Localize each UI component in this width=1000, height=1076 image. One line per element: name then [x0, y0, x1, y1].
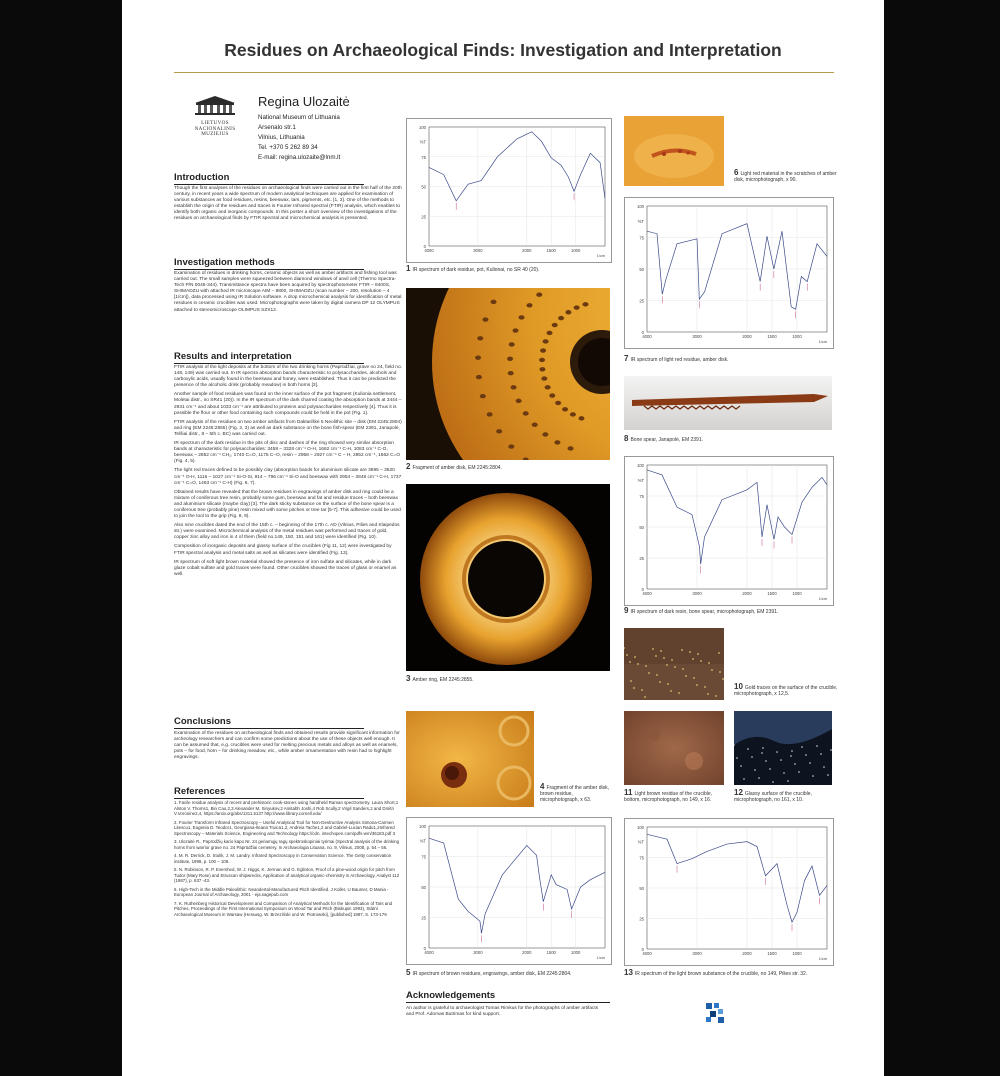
glass-speck [743, 778, 745, 780]
x-tick-label: 2000 [742, 334, 752, 339]
figure-7-caption [624, 356, 834, 363]
x-tick-label: 2000 [742, 951, 752, 956]
disk-pit [513, 328, 519, 332]
glass-speck [794, 763, 796, 765]
glass-speck [780, 759, 782, 761]
figure-caption-text: Fragment of the amber disk, brown residue, microphotograph, x 63. [540, 785, 609, 804]
figure-10-caption [734, 684, 846, 697]
glass-speck [769, 768, 771, 770]
disk-pit [552, 323, 558, 327]
disk-pit [516, 399, 522, 403]
glass-speck [787, 780, 789, 782]
disk-pit [509, 342, 515, 346]
gold-speck [666, 664, 668, 666]
disk-pit [507, 357, 513, 361]
x-tick-label: 2000 [522, 950, 532, 955]
reference-item: 6. High-Tech in the Middle Paleolithic: Neandertal-Manufactured Pitch Identified. J Koller, U Baumer, D Mania - European Journal of Archaeology, 2001 - ejа.sagepub.com [174, 886, 389, 897]
reference-item: 4. M. R. Derrick, D. Stulik, J. M. Landry. Infrared Spectroscopy in Conservation Science. The Getty conservation institute, 1999, p. 100 – 108. [174, 853, 392, 864]
disk-pit [545, 385, 551, 389]
y-tick-label: 0 [641, 330, 644, 335]
figure-caption-text: Light brown residue of the crucible, bottom, microphotograph, no 149, x 16. [624, 791, 713, 804]
disk-pit [476, 375, 482, 379]
gold-speck [667, 683, 669, 685]
amber-ring-photo [406, 484, 610, 671]
disk-pit [536, 293, 542, 297]
x-tick-label: 4000 [642, 334, 652, 339]
spectrum-chart [407, 818, 611, 964]
y-tick-label: %T [419, 139, 426, 145]
acknowledgements-text: An author is grateful to archaeologist Tomas Rimkus for the photographs of amber artifacts and Prof. Adomas Butrimas for kind support. [406, 1006, 599, 1018]
disk-pit [532, 423, 538, 427]
y-tick-label: 50 [639, 886, 644, 891]
x-tick-label: 4000 [424, 950, 434, 955]
museum-logo-text [190, 121, 240, 138]
disk-pit [477, 336, 483, 340]
figure-11-crucible-residue-photo [624, 711, 724, 785]
figure-2-amber-disk-photo [406, 288, 610, 460]
gold-speck [648, 672, 650, 674]
author-name: Regina Ulozaitė [258, 94, 350, 109]
bone-spear-photo [624, 376, 832, 430]
glass-speck [736, 757, 738, 759]
logo-line: MUZIEJUS [201, 131, 229, 138]
x-axis-unit: 1/cm [596, 254, 605, 258]
intro-text [174, 186, 402, 226]
figure-caption-text: IR spectrum of dark resin, bone spear, microphotograph, EM 2391. [630, 609, 779, 615]
glass-speck [798, 771, 800, 773]
x-axis-unit: 1/cm [818, 340, 827, 344]
disk-pit [527, 303, 533, 307]
glass-speck [823, 766, 825, 768]
glass-speck [765, 760, 767, 762]
figure-number: 9 [624, 606, 629, 615]
gold-speck [692, 658, 694, 660]
y-tick-label: %T [637, 477, 644, 483]
disk-pit [555, 401, 561, 405]
disk-pit [508, 371, 514, 375]
results-paragraph: The light red traces defined to be possibly clay (absorption bands for aluminium silicate are 3695 – 3620 cm⁻¹ O-H, 1116 – 1027 cm⁻¹ Si-O-Si, 914 – 796 cm⁻¹ Si-O and beeswax with 2954 – 2848 cm⁻¹ C-H, 1737 cm⁻¹ C=O, 1463 cm⁻¹ C-H) (Fig. 6, 7). [174, 468, 402, 486]
disk-pit [508, 444, 514, 448]
gold-speck [685, 675, 687, 677]
glass-speck [812, 775, 814, 777]
figure-8-bone-spear-photo [624, 376, 832, 430]
x-tick-label: 3000 [692, 591, 702, 596]
gold-speck [652, 648, 654, 650]
y-tick-label: 75 [639, 235, 644, 241]
disk-pit [578, 416, 584, 420]
figure-caption-text: Amber ring, EM 2245:2855. [412, 677, 474, 683]
y-tick-label: 100 [637, 204, 644, 209]
glass-speck [751, 756, 753, 758]
x-tick-label: 3000 [473, 950, 483, 955]
figure-number: 1 [406, 264, 411, 273]
intro-heading: Introduction [174, 172, 364, 185]
gold-speck [655, 655, 657, 657]
spectrum-line [647, 834, 827, 922]
glass-speck [816, 745, 818, 747]
disk-pit [565, 310, 571, 314]
results-paragraph: IR spectrum of soft light brown material showed the presence of iron sulfate and silicates, while in dark glaze cobalt sulfate and gold traces were found. Other crucibles showed the traces of glass or enamel as well. [174, 559, 397, 577]
figure-caption-text: Fragment of amber disk, EM 2245:2804. [412, 465, 502, 471]
figure-number: 11 [624, 788, 633, 797]
museum-logo [190, 94, 240, 138]
spectrum-line [647, 470, 827, 564]
disk-pit [570, 412, 576, 416]
references-heading: References [174, 786, 364, 799]
figure-1-caption [406, 266, 616, 273]
spectrum-chart [407, 119, 611, 262]
figure-caption-text: Bone spear, Janapolė, EM 2391. [630, 437, 704, 443]
intro-paragraph: Though the first analyses of the residues on archaeological finds were carried out in the first half of the 20th century, in recent years a wide spectrum of modern analytical techniques are applied for examination of various substances as food residues, resins, beeswax, tars, pigments, etc. [1, 2]. One of the methods to establish the origin of the residues and traces is Fourier Infrared spectral (FTIR) analysis, which enables to identify both organic and inorganic compounds. In this poster a short overview of the investigations of the residues on archaeological finds by FTIR spectral and microchemical analysis is presented. [174, 186, 402, 222]
y-tick-label: 0 [641, 587, 644, 592]
y-tick-label: 50 [421, 184, 426, 190]
spectrum-chart [625, 819, 833, 965]
figure-caption-text: IR spectrum of brown residues, engravings, amber disk, EM 2245:2804. [412, 971, 572, 977]
figure-8-caption [624, 436, 824, 443]
author-phone: Tel. +370 5 262 89 34 [258, 144, 318, 151]
disk-pit [491, 300, 497, 304]
gold-speck [719, 671, 721, 673]
microphotograph [734, 711, 832, 785]
figure-6-caption [734, 170, 844, 183]
figure-10-gold-traces-photo [624, 628, 724, 700]
figure-caption-text: Light red material in the scratches of amber disk, microphotograph, x 90. [734, 171, 837, 184]
disk-pit [511, 385, 517, 389]
glass-speck [772, 781, 774, 783]
spectrum-line [429, 132, 605, 201]
disk-pit [539, 367, 545, 371]
conclusions-text [174, 731, 402, 764]
x-tick-label: 1500 [767, 591, 777, 596]
microphotograph [406, 711, 534, 807]
gold-speck [630, 680, 632, 682]
gold-speck [693, 677, 695, 679]
figure-9-caption [624, 608, 844, 615]
gold-speck [637, 663, 639, 665]
figure-1-spectrum [406, 118, 612, 263]
glass-speck [830, 749, 832, 751]
gold-speck [626, 654, 628, 656]
title-divider [174, 72, 834, 73]
x-axis-unit: 1/cm [818, 597, 827, 601]
x-tick-label: 3000 [692, 334, 702, 339]
amber-disk-photo [406, 288, 610, 460]
disk-pit [542, 432, 548, 436]
disk-pit [541, 376, 547, 380]
figure-number: 13 [624, 968, 633, 977]
glass-speck [790, 755, 792, 757]
disk-pit [496, 429, 502, 433]
gold-speck [663, 657, 665, 659]
y-tick-label: 25 [639, 298, 644, 304]
glass-speck [754, 769, 756, 771]
conclusions-heading: Conclusions [174, 716, 364, 729]
results-paragraph: Another sample of food residues was found on the inner surface of the pot fragment (Kulionia settlement, Molėtai distr., no SR41 (20)). In the IR spectrum of the dark charred coating the absorption bands at 3444 – 2931 cm⁻¹ and about 1033 cm⁻¹ are attributed to proteins and polysaccharides respectively [4]. Thus it is possible the flour or other food containing such compounds could be held in the pot (Fig. 1). [174, 392, 402, 416]
glass-speck [809, 762, 811, 764]
glass-speck [762, 747, 764, 749]
gold-speck [715, 695, 717, 697]
results-text [174, 365, 402, 581]
acknowledgements-heading: Acknowledgements [406, 990, 610, 1003]
y-tick-label: 0 [423, 946, 426, 951]
figure-5-spectrum [406, 817, 612, 965]
x-tick-label: 1500 [767, 334, 777, 339]
conference-logo-icon [706, 1003, 726, 1023]
results-paragraph: FTIR analysis of the light deposits at the bottom of the two drinking horns (Paprūdžiai, grave no 24, field no. 148, 149) was carried out. In IR spectra absorption bands characteristic to polysaccharides, alcohols and carboxylic acids, usually found in the beeswax and honey, were established. Thus it can be predicted the presence of the alcoholic drink (probably meadow) in both horns [3]. [174, 365, 402, 389]
gold-speck [700, 660, 702, 662]
y-tick-label: %T [637, 839, 644, 845]
figure-7-spectrum [624, 197, 834, 349]
figure-caption-text: Gold traces on the surface of the crucible, microphotograph, x 12,5. [734, 685, 838, 698]
y-tick-label: 25 [639, 916, 644, 922]
gold-speck [634, 656, 636, 658]
results-paragraph: Composition of inorganic deposits and glassy surface of the crucibles (Fig 11, 12) were investigated by FTIR spectral analysis and metal salts as well as silicates were identified (Fig. 13). [174, 544, 392, 556]
results-heading: Results and interpretation [174, 351, 364, 364]
x-tick-label: 3000 [473, 248, 483, 253]
conference-logo [706, 1003, 836, 1028]
results-paragraph: Also nine crucibles dated the end of the 15th c. – beginning of the 17th c. AD (Vilnius, Pilies and Klaipėdos str.) were examined. Microchemical analysis of the metal residues was performed and traces of gold, copper zinc alloy and iron in 4 of them (field no.149, 150, 151 and 161) were identified (Fig. 10). [174, 523, 400, 541]
y-tick-label: 75 [421, 854, 426, 860]
x-axis-unit: 1/cm [818, 957, 827, 961]
x-tick-label: 1500 [546, 248, 556, 253]
gold-speck [707, 693, 709, 695]
disk-pit [539, 358, 545, 362]
gold-speck [629, 661, 631, 663]
figure-number: 4 [540, 782, 545, 791]
disk-pit [540, 348, 546, 352]
y-tick-label: 100 [419, 125, 426, 130]
x-tick-label: 2000 [742, 591, 752, 596]
y-tick-label: %T [637, 219, 644, 225]
glass-speck [820, 753, 822, 755]
x-tick-label: 1500 [546, 950, 556, 955]
x-tick-label: 1000 [792, 591, 802, 596]
disk-pit [558, 316, 564, 320]
disk-pit [547, 331, 553, 335]
disk-pit [554, 440, 560, 444]
figure-9-spectrum [624, 456, 834, 606]
y-tick-label: 50 [639, 525, 644, 530]
glass-speck [801, 746, 803, 748]
x-tick-label: 4000 [424, 248, 434, 253]
microphotograph [624, 628, 724, 700]
figure-13-caption [624, 970, 854, 977]
reference-item: 5. N. Robinson, R. P. Evershed, W. J. Higgs, K. Jerman and G. Eglinton, Proof of a pine-wood origin for pitch from Tudor (Mary Rose) and Etruscan shipwrecks, Application of analytical organic-chemistry in Archaeology, Analyst 112 (1987), p. 637 -43. [174, 867, 400, 883]
y-tick-label: 100 [419, 824, 426, 829]
x-tick-label: 3000 [692, 951, 702, 956]
y-tick-label: 25 [639, 556, 644, 561]
disk-pit [549, 393, 555, 397]
museum-building-icon [190, 94, 240, 116]
x-tick-label: 1000 [792, 951, 802, 956]
reference-item: 3. Ulozaitė R., Paprūdžių kario kapo Nr. 24 geriamųjų ragų spektroskopiniai tyrimai (Spectral analysis of the drinking horns from warrior grave no. 24 Paprūdžiai cemetery. In Archaeologia Lituana, no. 9, Vilnius, 2008, p. 54 – 56. [174, 839, 400, 850]
gold-speck [678, 692, 680, 694]
gold-speck [645, 665, 647, 667]
glass-speck [747, 748, 749, 750]
disk-pit [482, 317, 488, 321]
gold-speck [660, 650, 662, 652]
x-tick-label: 1500 [767, 951, 777, 956]
disk-pit [475, 355, 481, 359]
x-tick-label: 1000 [792, 334, 802, 339]
figure-number: 12 [734, 788, 743, 797]
figure-caption-text: IR spectrum of light red residue, amber disk. [630, 357, 729, 363]
x-axis-unit: 1/cm [596, 956, 605, 960]
poster-title: Residues on Archaeological Finds: Investigation and Interpretation [224, 40, 782, 60]
conclusions-paragraph: Examination of the residues on archaeological finds and obtained results provide significant information for archeology researchers and can confirm some predictions about the use of these objects well enough. It can be assumed that, e.g. crucibles were used for melting precious metals and alloys as well as enamels, pots – for food, horn – for drinking meadow, etc., while amber ornamentation with resin had to highlight engravings. [174, 731, 400, 761]
disk-pit [519, 315, 525, 319]
gold-speck [633, 687, 635, 689]
disk-pit [568, 446, 574, 450]
x-tick-label: 1000 [571, 248, 581, 253]
y-tick-label: 0 [641, 947, 644, 952]
gold-speck [671, 659, 673, 661]
gold-speck [659, 681, 661, 683]
gold-speck [696, 684, 698, 686]
gold-speck [644, 696, 646, 698]
glass-speck [791, 750, 793, 752]
figure-number: 5 [406, 968, 411, 977]
figure-number: 6 [734, 168, 739, 177]
disk-pit [487, 412, 493, 416]
glass-speck [758, 777, 760, 779]
gold-speck [670, 690, 672, 692]
figure-4-caption [540, 784, 612, 804]
gold-speck [697, 653, 699, 655]
y-tick-label: 25 [421, 214, 426, 220]
disk-pit [582, 302, 588, 306]
microphotograph [624, 711, 724, 785]
disk-pit [523, 411, 529, 415]
references-list [174, 800, 402, 920]
y-tick-label: 50 [421, 885, 426, 890]
y-tick-label: %T [419, 838, 426, 844]
author-email[interactable]: E-mail: regina.ulozaite@lnm.lt [258, 154, 341, 161]
figure-11-caption [624, 790, 730, 803]
spectrum-chart [625, 198, 833, 348]
gold-speck [718, 652, 720, 654]
reference-item: 1. Facile residue analysis of recent and prehistoric cook-stones using handheld Raman spectrometry. Laura Short,1 Alston V. Thoms1, Bin Cao,2,3 Alexander M. Sinyukov,2 Amitabh Joshi,4 Rob Scully,2 Virgil Sanders,2 and Dmitri V.Voronine2,4, https://arxiv.org/abs/1311.5137 http://www.library.cornell.edu/ [174, 800, 399, 816]
methods-paragraph: Examination of residues in drinking horns, ceramic objects as well as amber artifacts and fishing tool was carried out. The small samples were squeezed between diamond windows of anvil cell (Thermo Spectra-Tech P/N 0045-344). Transmittance spectra have been acquired by spectrophotometer FTIR – 8400S, SHIMADZU with attached IR microscope AIM – 8800, SHIMADZU (scan number – 200, resolution – 4 [1/cm]), data processed using IR Solution software. A drop microchemical analysis for identification of metal residues in ceramic crucibles was used. Microphotographs were taken by digital camera DP 12 OLYMPUS attached to stereomicroscope OLIMPUS SZX12. [174, 271, 402, 313]
figure-2-caption [406, 464, 616, 471]
figure-12-glassy-surface-photo [734, 711, 832, 785]
gold-speck [722, 678, 724, 680]
x-tick-label: 1000 [571, 950, 581, 955]
figure-number: 10 [734, 682, 743, 691]
glass-speck [827, 774, 829, 776]
poster [122, 0, 884, 1076]
gold-speck [641, 689, 643, 691]
figure-caption-text: IR spectrum of the light brown substance of the crucible, no 149, Pilies str. 32. [634, 971, 808, 977]
x-tick-label: 2000 [522, 248, 532, 253]
gold-speck [689, 651, 691, 653]
figure-number: 7 [624, 354, 629, 363]
gold-speck [681, 649, 683, 651]
figure-13-spectrum [624, 818, 834, 966]
y-tick-label: 75 [639, 494, 644, 499]
y-tick-label: 50 [639, 267, 644, 272]
disk-pit [543, 339, 549, 343]
y-tick-label: 75 [639, 855, 644, 861]
disk-pit [480, 394, 486, 398]
logo-line: LIETUVOS [201, 120, 229, 126]
glass-speck [783, 772, 785, 774]
logo-line: NACIONALINIS [194, 125, 236, 132]
disk-pit [574, 305, 580, 309]
gold-speck [708, 662, 710, 664]
methods-heading: Investigation methods [174, 257, 364, 270]
gold-speck [682, 668, 684, 670]
figure-3-caption [406, 676, 616, 683]
spectrum-line [647, 224, 827, 310]
disk-pit [562, 407, 568, 411]
y-tick-label: 25 [421, 915, 426, 921]
results-paragraph: FTIR analysis of the residues on two amber artifacts from Daktariškė 5 Neolithic site – disk (EM 2245:2804) and ring (EM 2245:2855) (Fig. 2, 3) as well as dark substance on the bone fish-spear (EM 2391, Janapolė, Telšiai distr., 8 – 5th c. BC) was carried out. [174, 419, 402, 437]
figure-5-caption [406, 970, 626, 977]
gold-speck [674, 666, 676, 668]
gold-speck [711, 669, 713, 671]
figure-12-caption [734, 790, 844, 803]
author-address: Arsenalo str.1 [258, 124, 296, 131]
y-tick-label: 0 [423, 244, 426, 249]
glass-speck [740, 765, 742, 767]
glass-speck [761, 752, 763, 754]
figure-number: 8 [624, 434, 629, 443]
figure-number: 2 [406, 462, 411, 471]
x-tick-label: 4000 [642, 591, 652, 596]
glass-speck [776, 751, 778, 753]
microphotograph [624, 116, 724, 186]
spectrum-chart [625, 457, 833, 605]
figure-3-amber-ring-photo [406, 484, 610, 671]
figure-caption-text: IR spectrum of dark residue, pot, Kulionai, no SR 40 (20). [412, 267, 540, 273]
figure-caption-text: Glassy surface of the crucible, microphotograph, no 161, x 10. [734, 791, 812, 804]
y-tick-label: 75 [421, 154, 426, 160]
y-tick-label: 100 [637, 825, 644, 830]
figure-number: 3 [406, 674, 411, 683]
spectrum-line [429, 838, 605, 933]
author-city: Vilnius, Lithuania [258, 134, 305, 141]
gold-speck [656, 674, 658, 676]
reference-item: 7. K. Ruthenberg Historical Development and Comparison of Analytical Methods for the Identification of Tars and Pitches, Proceedings of the First International Symposium on Wood Tar and Pitch (Biskupin 1993), Státní Archaeological Museum in Warsaw (Herausg. W. Brzeziński und W. Piotrowski), [published] 1997, S. 173-179 [174, 900, 393, 917]
methods-text [174, 271, 402, 317]
figure-4-brown-residue-photo [406, 711, 534, 807]
gold-speck [704, 686, 706, 688]
y-tick-label: 100 [637, 463, 644, 468]
glass-speck [805, 754, 807, 756]
results-paragraph: Obtained results have revealed that the brown residues in engravings of amber disk and ring could be a mixture of coniferous tree resin, probably some gum, beeswax and fat and residue traces – both beeswax and aluminium silicate (maybe clay) [3]. The dark sticky substance on the surface of the bone spear is a coniferous tree (probably pine) resin mixed with some pitches or tree tar [5-7]. This adhesive could be used to join the tool to the grip (Fig. 8, 9). [174, 489, 401, 520]
results-paragraph: IR spectrum of the dark residue in the pits of disc and dashes of the ring showed very similar absorption bands at characteristic for polysaccharides: 3458 – 3328 cm⁻¹ O-H, 1662 cm⁻¹ C-H, 1083 cm⁻¹ C-O, beeswax – 2852 cm⁻¹ CH₂, 1740 C=O, 1175 C–O, resin – 2958 – 2927 cm⁻¹ C – H, 2852 cm⁻¹, 1662 C=O (Fig. 4, 5). [174, 441, 401, 465]
x-tick-label: 4000 [642, 951, 652, 956]
author-affiliation: National Museum of Lithuania [258, 114, 340, 121]
figure-6-light-red-photo [624, 116, 724, 186]
reference-item: 2. Fourier Transform Infrared Spectroscopy – Useful Analytical Tool for Non-Destructive Analysis Simona-Carmen Litescu1, Eugenia D. Teodor1, Georgiana-Ileana Truica1,2, Andreia Tache1,2 and Gabriel-Lucian Radu1,2Infrared Spectroscopy – Materials Science, Engineering and Technology https://cdn. intechopen.com/pdfs-wm/36183.pdf 3 [174, 819, 396, 836]
